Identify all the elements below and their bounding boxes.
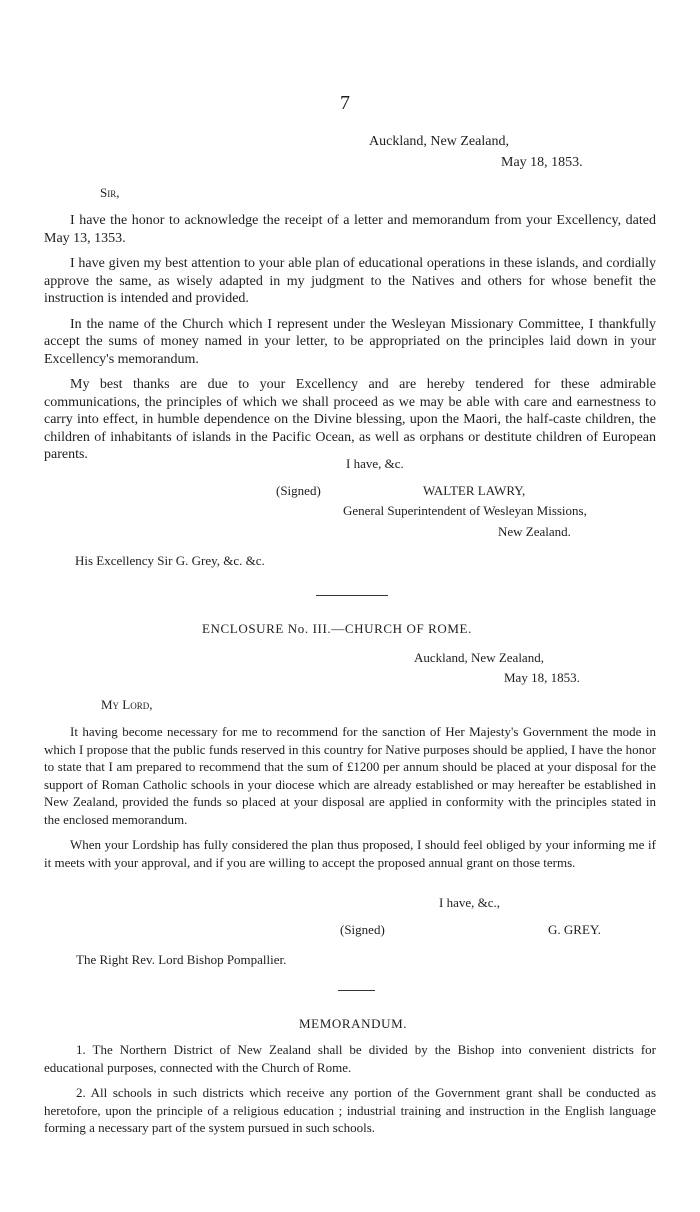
enclosure-addressee: The Right Rev. Lord Bishop Pompallier. <box>76 952 287 967</box>
enclosure-salutation: My Lord, <box>101 697 153 712</box>
letter-addressee: His Excellency Sir G. Grey, &c. &c. <box>75 553 265 568</box>
letter-paragraph: I have the honor to acknowledge the receipt of a letter and memorandum from your Excellency, dated May 13, 1353. <box>44 213 656 246</box>
letter-paragraph: I have given my best attention to your able plan of educational operations in these islands, and cordially approve the same, as wisely adapted in my judgment to the Natives and others for whose benefit the instruction is intended and provided. <box>44 256 656 306</box>
enclosure-signer: G. GREY. <box>548 922 601 937</box>
letter-place: Auckland, New Zealand, <box>369 134 509 149</box>
letter-signer-title: General Superintendent of Wesleyan Missions, <box>343 503 587 518</box>
enclosure-paragraph: It having become necessary for me to recommend for the sanction of Her Majesty's Government the mode in which I propose that the public funds reserved in this country for Native purposes should be applied, I have the honor to state that I am prepared to recommend that the sum of £1200 per annum should be placed at your disposal for the support of Roman Catholic schools in your diocese which are already established or may hereafter be established in New Zealand, provided the funds so placed at your disposal are applied in conformity with the principles stated in the enclosed memorandum. <box>44 724 656 827</box>
letter-body <box>44 212 656 464</box>
letter-signer-place: New Zealand. <box>498 524 571 539</box>
letter-paragraph: In the name of the Church which I represent under the Wesleyan Missionary Committee, I thankfully accept the sums of money named in your letter, to be appropriated on the principles laid down in your Excellency's memorandum. <box>44 316 656 367</box>
letter-closing: I have, &c. <box>346 456 404 471</box>
section-divider <box>316 595 388 596</box>
letter-signed: (Signed) <box>276 483 321 498</box>
enclosure-signed: (Signed) <box>340 922 385 937</box>
letter-date: May 18, 1853. <box>501 155 583 170</box>
letter-signer: WALTER LAWRY, <box>423 483 526 498</box>
memorandum-heading: MEMORANDUM. <box>299 1016 408 1031</box>
memorandum-item: 2. All schools in such districts which receive any portion of the Government grant shall be conducted as heretofore, upon the principle of a religious education ; industrial training and instruction in the English language forming a necessary part of the system pursued in such schools. <box>44 1085 656 1135</box>
enclosure-body <box>44 723 656 871</box>
enclosure-place: Auckland, New Zealand, <box>414 650 544 665</box>
letter-paragraph: My best thanks are due to your Excellency and are hereby tendered for these admirable communications, the principles of which we shall proceed as we may be able with care and earnestness to carry into effect, in humble dependence on the Divine blessing, upon the Maori, the half-caste children, the children of inhabitants of islands in the Pacific Ocean, as well as orphans or destitute children of European parents. <box>44 377 656 462</box>
enclosure-date: May 18, 1853. <box>504 670 580 685</box>
section-divider <box>338 990 375 991</box>
enclosure-heading: ENCLOSURE No. III.—CHURCH OF ROME. <box>202 621 472 636</box>
memorandum-item: 1. The Northern District of New Zealand shall be divided by the Bishop into convenient districts for educational purposes, connected with the Church of Rome. <box>44 1042 656 1075</box>
page-number: 7 <box>340 92 350 114</box>
enclosure-paragraph: When your Lordship has fully considered the plan thus proposed, I should feel obliged by your informing me if it meets with your approval, and if you are willing to accept the proposed annual grant on those terms. <box>44 837 656 870</box>
enclosure-closing: I have, &c., <box>439 895 501 910</box>
memorandum-body <box>44 1041 656 1137</box>
letter-salutation: Sir, <box>100 185 120 200</box>
